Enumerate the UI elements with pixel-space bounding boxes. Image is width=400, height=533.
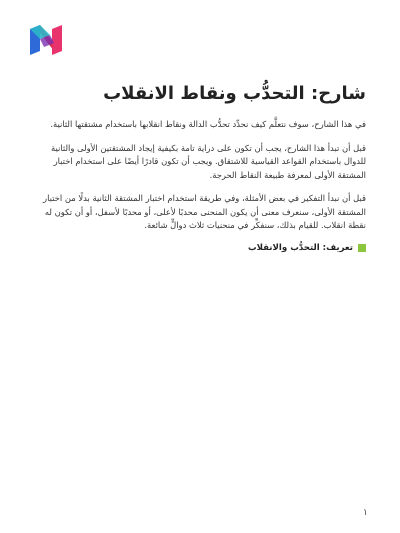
- definition-label: تعريف: التحدُّب والانقلاب: [247, 242, 353, 253]
- definition-heading: [34, 243, 366, 253]
- green-square-icon: [358, 244, 366, 252]
- intro-paragraph: في هذا الشارح، سوف نتعلَّم كيف نحدِّد تحدُّب الدالة ونقاط انقلابها باستخدام مشتقتها الثانية.: [50, 119, 366, 129]
- page-number: ١: [363, 508, 368, 518]
- document-body: [34, 82, 366, 253]
- prerequisites-paragraph: قبل أن تبدأ هذا الشارح، يجب أن تكون على دراية تامة بكيفية إيجاد المشتقتين الأولى والثانية للدوال باستخدام القواعد القياسية للاشتقاق. ويجب أن تكون قادرًا أيضًا على استخدام اختبار المشتقة الأولى لمعرفة طبيعة النقاط الحرجة.: [51, 142, 366, 180]
- page-title: شارح: التحدُّب ونقاط الانقلاب: [103, 83, 366, 104]
- nagwa-logo-icon: [28, 25, 64, 55]
- overview-paragraph: قبل أن نبدأ التفكير في بعض الأمثلة، وفي طريقة استخدام اختبار المشتقة الثانية بدلًا من اختبار المشتقة الأولى، سنعرف معنى أن يكون المنحنى محدبًا لأعلى، أو محدبًا لأسفل، أو أن تكون له نقطة انقلاب. للقيام بذلك، سنفكِّر في منحنيات ثلاث دوالٍّ شائعة.: [43, 193, 366, 230]
